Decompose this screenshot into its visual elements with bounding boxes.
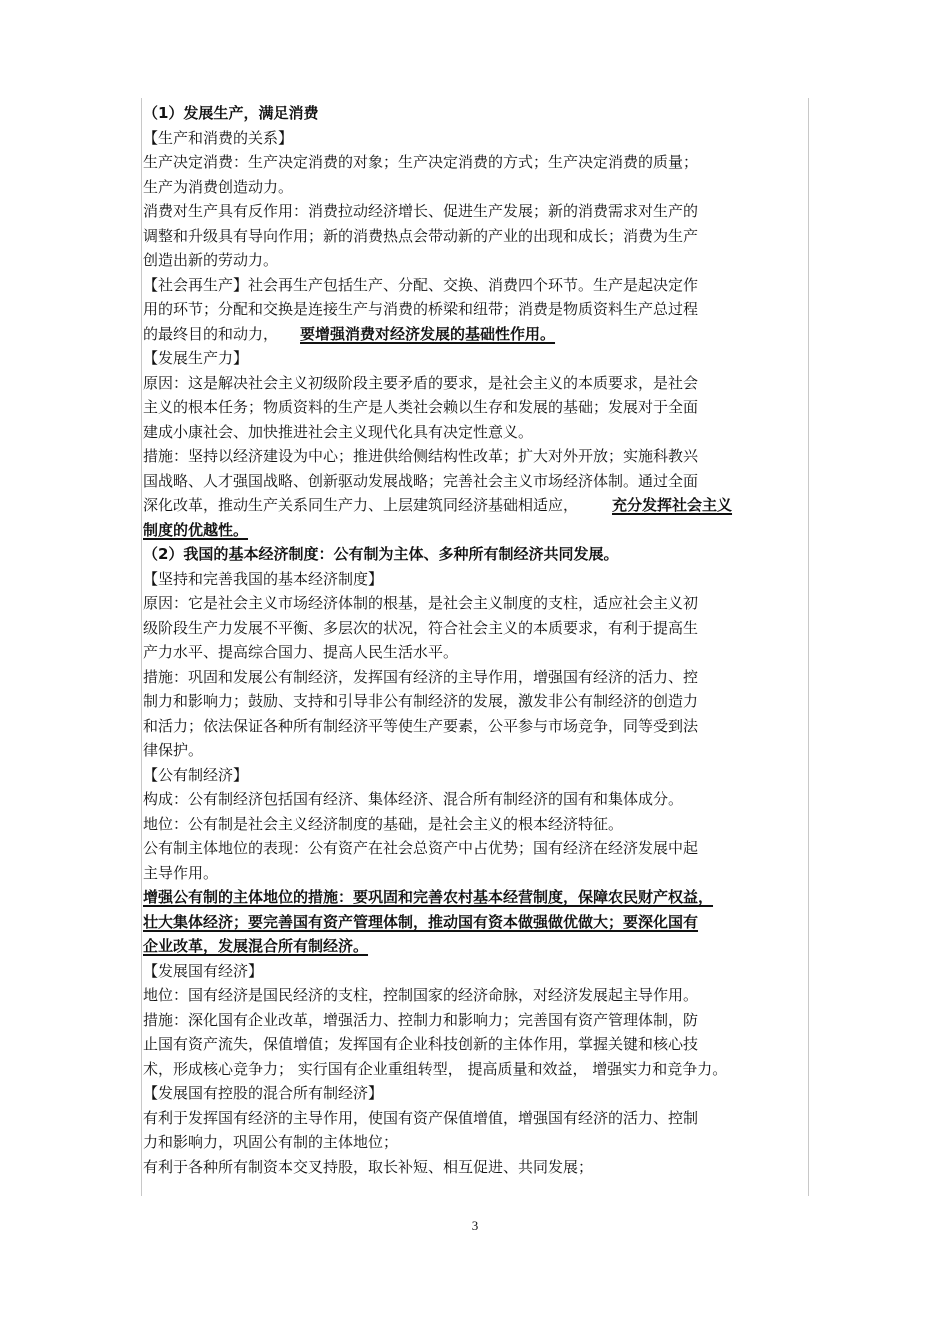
text-line [143,444,807,469]
text-line [143,640,807,665]
text-line [143,542,807,567]
line-text: 主义的根本任务；物质资料的生产是人类社会赖以生存和发展的基础；发展对于全面 [143,398,699,416]
left-margin-rule [141,98,142,1196]
line-text: 用的环节；分配和交换是连接生产与消费的桥梁和纽带；消费是物质资料生产总过程 [143,300,699,318]
text-line [143,616,807,641]
text-line [143,787,807,812]
line-text: 的最终目的和动力， [143,324,279,343]
line-text: 制度的优越性。 [143,520,249,539]
right-margin-rule [808,98,809,1196]
text-line [143,199,807,224]
line-text: 原因：它是社会主义市场经济体制的根基，是社会主义制度的支柱，适应社会主义初 [143,594,699,612]
text-line [143,738,807,763]
line-text: 壮大集体经济；要完善国有资产管理体制，推动国有资本做强做优做大；要深化国有 [143,912,699,931]
text-line [143,420,807,445]
text-line [143,248,807,273]
line-text: 国战略、人才强国战略、创新驱动发展战略；完善社会主义市场经济体制。通过全面 [143,471,699,490]
text-line [143,836,807,861]
line-text: 措施：坚持以经济建设为中心；推进供给侧结构性改革；扩大对外开放；实施科教兴 [143,447,699,465]
text-line [143,518,807,543]
text-line [143,665,807,690]
line-text: 【发展国有经济】 [143,961,264,980]
line-text: 术，形成核心竞争力； 实行国有企业重组转型， 提高质量和效益， 增强实力和竞争力。 [143,1059,728,1078]
text-line [143,763,807,788]
text-line [143,322,807,347]
line-text: 止国有资产流失，保值增值；发挥国有企业科技创新的主体作用，掌握关键和核心技 [143,1035,699,1053]
text-line [143,469,807,494]
line-text: 【社会再生产】社会再生产包括生产、分配、交换、消费四个环节。生产是起决定作 [143,275,699,294]
text-line [143,1008,807,1033]
text-line [143,910,807,935]
text-line [143,1032,807,1057]
text-line [143,1155,807,1180]
emphasis-text: 要增强消费对经济发展的基础性作用。 [300,324,556,343]
text-line [143,224,807,249]
text-line [143,983,807,1008]
line-text: 级阶段生产力发展不平衡、多层次的状况，符合社会主义的本质要求，有利于提高生 [143,618,699,637]
line-text: 创造出新的劳动力。 [143,251,279,269]
line-text: 深化改革，推动生产关系同生产力、上层建筑同经济基础相适应， [143,496,579,514]
text-line [143,567,807,592]
emphasis-text: 充分发挥社会主义 [612,496,733,514]
line-text: 【坚持和完善我国的基本经济制度】 [143,569,384,588]
line-text: 公有制主体地位的表现：公有资产在社会总资产中占优势；国有经济在经济发展中起 [143,839,699,857]
line-text: 【生产和消费的关系】 [143,128,294,147]
text-line [143,1057,807,1082]
line-text: 生产为消费创造动力。 [143,177,294,196]
line-text: （2）我国的基本经济制度：公有制为主体、多种所有制经济共同发展。 [143,545,619,563]
text-line [143,297,807,322]
line-text: 和活力；依法保证各种所有制经济平等使生产要素，公平参与市场竞争，同等受到法 [143,716,699,735]
text-line [143,1106,807,1131]
text-line [143,1130,807,1155]
text-line [143,591,807,616]
text-line [143,689,807,714]
line-text: 主导作用。 [143,863,219,882]
line-text: 企业改革，发展混合所有制经济。 [143,937,369,955]
line-text: 建成小康社会、加快推进社会主义现代化具有决定性意义。 [143,422,534,441]
line-text: 构成：公有制经济包括国有经济、集体经济、混合所有制经济的国有和集体成分。 [143,790,684,808]
line-text: 有利于发挥国有经济的主导作用，使国有资产保值增值，增强国有经济的活力、控制 [143,1108,699,1127]
text-line [143,934,807,959]
text-line [143,1081,807,1106]
line-text: 生产决定消费：生产决定消费的对象；生产决定消费的方式；生产决定消费的质量； [143,153,699,171]
line-text: 【发展国有控股的混合所有制经济】 [143,1084,384,1102]
line-text: （1）发展生产，满足消费 [143,104,319,122]
text-line [143,714,807,739]
text-line [143,150,807,175]
line-text: 消费对生产具有反作用：消费拉动经济增长、促进生产发展；新的消费需求对生产的 [143,202,699,220]
text-line [143,493,807,518]
document-body [143,101,807,1179]
text-line [143,126,807,151]
line-text: 地位：国有经济是国民经济的支柱，控制国家的经济命脉，对经济发展起主导作用。 [143,986,699,1004]
line-text: 地位：公有制是社会主义经济制度的基础，是社会主义的根本经济特征。 [143,814,624,833]
line-text: 力和影响力，巩固公有制的主体地位； [143,1133,399,1151]
line-text: 律保护。 [143,741,204,759]
text-line [143,175,807,200]
text-line [143,861,807,886]
line-text: 原因：这是解决社会主义初级阶段主要矛盾的要求，是社会主义的本质要求，是社会 [143,373,699,392]
text-line [143,812,807,837]
text-line [143,371,807,396]
line-text: 增强公有制的主体地位的措施：要巩固和完善农村基本经营制度，保障农民财产权益， [143,888,714,906]
line-text: 措施：深化国有企业改革，增强活力、控制力和影响力；完善国有资产管理体制，防 [143,1010,699,1029]
text-line [143,885,807,910]
line-text: 调整和升级具有导向作用；新的消费热点会带动新的产业的出现和成长；消费为生产 [143,226,699,245]
text-line [143,346,807,371]
line-text: 制力和影响力；鼓励、支持和引导非公有制经济的发展，激发非公有制经济的创造力 [143,692,699,710]
line-text: 【公有制经济】 [143,765,249,784]
text-line [143,273,807,298]
line-text: 产力水平、提高综合国力、提高人民生活水平。 [143,643,459,661]
text-line [143,959,807,984]
page-number: 3 [471,1218,479,1233]
line-text: 有利于各种所有制资本交叉持股，取长补短、相互促进、共同发展； [143,1157,594,1176]
text-line [143,101,807,126]
text-line [143,395,807,420]
line-text: 措施：巩固和发展公有制经济，发挥国有经济的主导作用，增强国有经济的活力、控 [143,667,699,686]
line-text: 【发展生产力】 [143,349,249,367]
